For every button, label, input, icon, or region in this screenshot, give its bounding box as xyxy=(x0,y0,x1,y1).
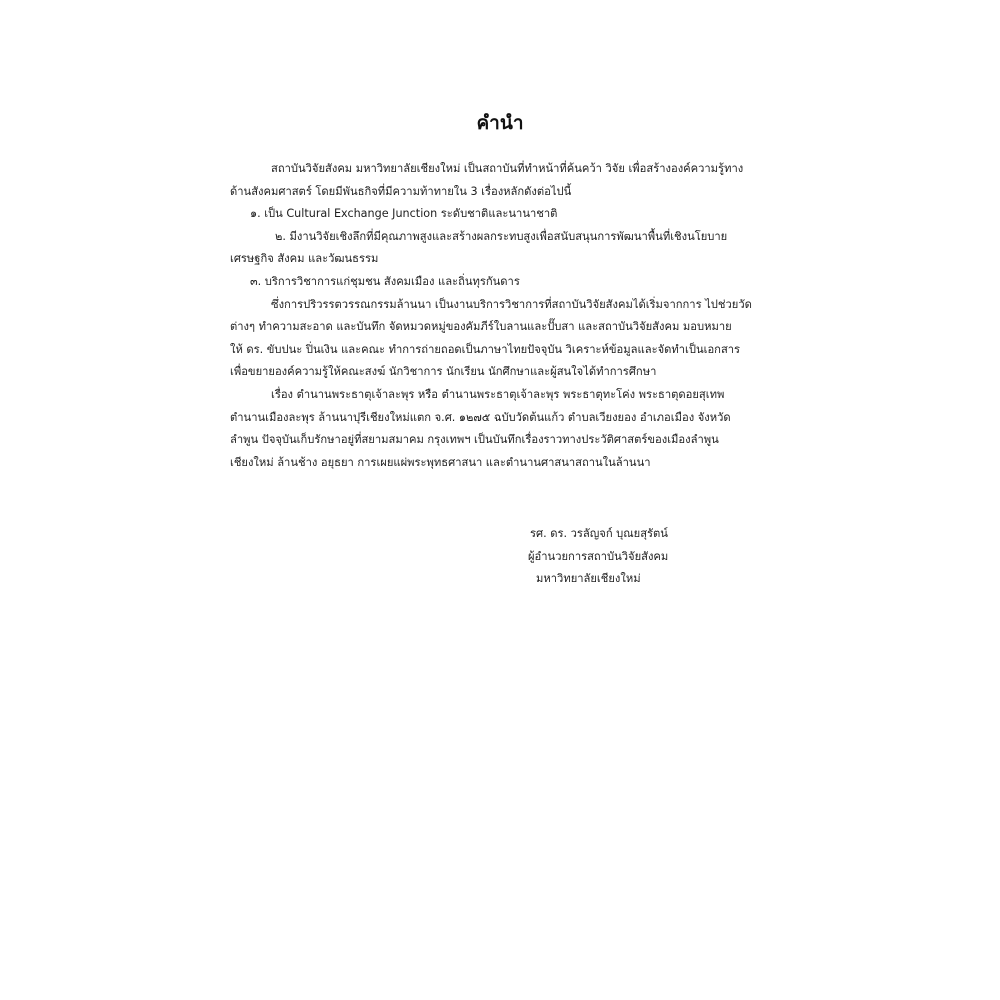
signer-name: รศ. ดร. วรลัญจก์ บุณยสุรัตน์ xyxy=(530,527,668,540)
paragraph-line: สถาบันวิจัยสังคม มหาวิทยาลัยเชียงใหม่ เป็นสถาบันที่ทำหน้าที่ค้นคว้า วิจัย เพื่อสร้างองค์ความรู้ทาง xyxy=(271,162,744,175)
paragraph-line: ให้ ดร. ขับปนะ ปิ่นเงิน และคณะ ทำการถ่ายถอดเป็นภาษาไทยปัจจุบัน วิเคราะห์ข้อมูลและจัดทำเป็นเอกสาร xyxy=(230,342,741,356)
page-title: คำนำ xyxy=(476,112,524,134)
paragraph-line: ด้านสังคมศาสตร์ โดยมีพันธกิจที่มีความท้าทายใน 3 เรื่องหลักดังต่อไปนี้ xyxy=(230,184,572,198)
list-item: ๓. บริการวิชาการแก่ชุมชน สังคมเมือง และถิ่นทุรกันดาร xyxy=(250,274,520,288)
paragraph-line: ต่างๆ ทำความสะอาด และบันทึก จัดหมวดหมู่ของคัมภีร์ใบลานและปั๊บสา และสถาบันวิจัยสังคม มอบหมาย xyxy=(230,320,732,334)
list-item: ๒. มีงานวิจัยเชิงลึกที่มีคุณภาพสูงและสร้างผลกระทบสูงเพื่อสนับสนุนการพัฒนาพื้นที่เชิงนโยบาย xyxy=(275,229,728,243)
signature-block xyxy=(500,523,720,591)
paragraph-line: ตำนานเมืองละพุร ล้านนาปุรีเชียงใหม่แตก จ.ศ. ๑๒๗๕ ฉบับวัดต้นแก้ว ตำบลเวียงยอง อำเภอเมือง จังหวัด xyxy=(230,410,731,424)
paragraph-line: ลำพูน ปัจจุบันเก็บรักษาอยู่ที่สยามสมาคม กรุงเทพฯ เป็นบันทึกเรื่องราวทางประวัติศาสตร์ของเมืองลำพูน xyxy=(230,433,719,447)
paragraph-line: เศรษฐกิจ สังคม และวัฒนธรรม xyxy=(230,252,379,266)
preface-body xyxy=(230,158,775,474)
signer-position: ผู้อำนวยการสถาบันวิจัยสังคม xyxy=(528,549,669,563)
paragraph-line: เชียงใหม่ ล้านช้าง อยุธยา การเผยแผ่พระพุทธศาสนา และตำนานศาสนาสถานในล้านนา xyxy=(230,455,651,469)
signer-organization: มหาวิทยาลัยเชียงใหม่ xyxy=(536,572,641,586)
paragraph-line: เพื่อขยายองค์ความรู้ให้คณะสงฆ์ นักวิชาการ นักเรียน นักศึกษาและผู้สนใจได้ทำการศึกษา xyxy=(230,365,657,379)
paragraph-line: เรื่อง ตำนานพระธาตุเจ้าละพุร หรือ ตำนานพระธาตุเจ้าละพุร พระธาตุทะโค่ง พระธาตุดอยสุเทพ xyxy=(271,387,725,401)
list-item: ๑. เป็น Cultural Exchange Junction ระดับชาติและนานาชาติ xyxy=(250,207,558,221)
paragraph-line: ซึ่งการปริวรรตวรรณกรรมล้านนา เป็นงานบริการวิชาการที่สถาบันวิจัยสังคมได้เริ่มจากการ ไปช่วยวัด xyxy=(271,297,752,311)
